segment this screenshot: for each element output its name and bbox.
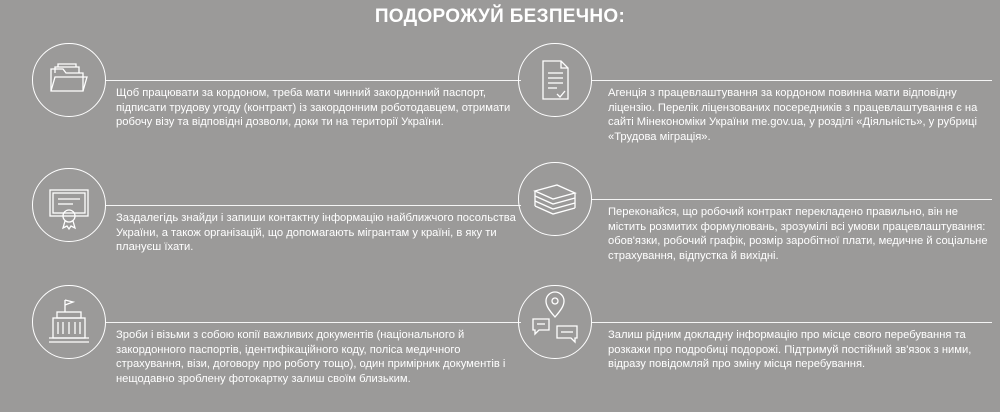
divider <box>592 199 992 200</box>
tip-embassy-contacts <box>32 168 516 278</box>
tip-text: Заздалегідь знайди і запиши контактну інформацію найближчого посольства України, а також організацій, що допомагають мігрантам у країні, в яку ти плануєш їхати. <box>116 212 516 254</box>
tip-text: Щоб працювати за кордоном, треба мати чинний закордонний паспорт, підписати трудову угоду (контракт) із закордонним роботодавцем, отримати робочу візу та відповідні дозволи, доки ти на території України. <box>116 87 511 129</box>
divider <box>592 322 992 323</box>
tip-text: Зроби і візьми з собою копії важливих документів (національного й закордонного паспортів, ідентифікаційного коду, поліса медичного страхування, візи, договору про роботу тощо), один примірник документів і нещодавно зроблену фотокартку залиш своїм близьким. <box>116 329 506 385</box>
page-title: ПОДОРОЖУЙ БЕЗПЕЧНО: <box>374 6 626 27</box>
divider <box>592 80 992 81</box>
embassy-building-icon <box>33 286 105 358</box>
divider <box>106 322 521 323</box>
folder-icon <box>33 44 105 116</box>
tip-text: Залиш рідним докладну інформацію про місце свого перебування та розкажи про подробиці подорожі. Підтримуй постійний зв'язок з ними, відразу повідомляй про зміну місця перебування. <box>608 329 972 371</box>
icon-circle <box>518 43 592 117</box>
tip-agency-license <box>518 43 988 153</box>
tip-passport <box>32 43 511 153</box>
location-chat-icon <box>519 286 591 358</box>
tip-text: Агенція з працевлаштування за кордоном повинна мати відповідну ліцензію. Перелік ліцензованих посередників з працевлаштування є на сайті Мінекономіки України me.gov.ua, у розділі «Діяльність», у рубриці «Трудова міграція». <box>608 87 978 143</box>
certificate-icon <box>33 169 105 241</box>
tip-document-copies <box>32 285 506 395</box>
document-check-icon <box>519 44 591 116</box>
icon-circle <box>32 168 106 242</box>
divider <box>106 80 521 81</box>
icon-circle <box>518 162 592 236</box>
tip-contract-translation <box>518 162 988 272</box>
icon-circle <box>32 285 106 359</box>
paper-stack-icon <box>519 163 591 235</box>
icon-circle <box>32 43 106 117</box>
tip-inform-relatives <box>518 285 988 395</box>
divider <box>106 205 521 206</box>
tip-text: Переконайся, що робочий контракт перекладено правильно, він не містить розмитих формулювань, зрозумілі всі умови працевлаштування: обов'язки, робочий графік, розмір заробітної плати, медичне й соціальне страхування, відпустка й вихідні. <box>608 206 988 262</box>
icon-circle <box>518 285 592 359</box>
